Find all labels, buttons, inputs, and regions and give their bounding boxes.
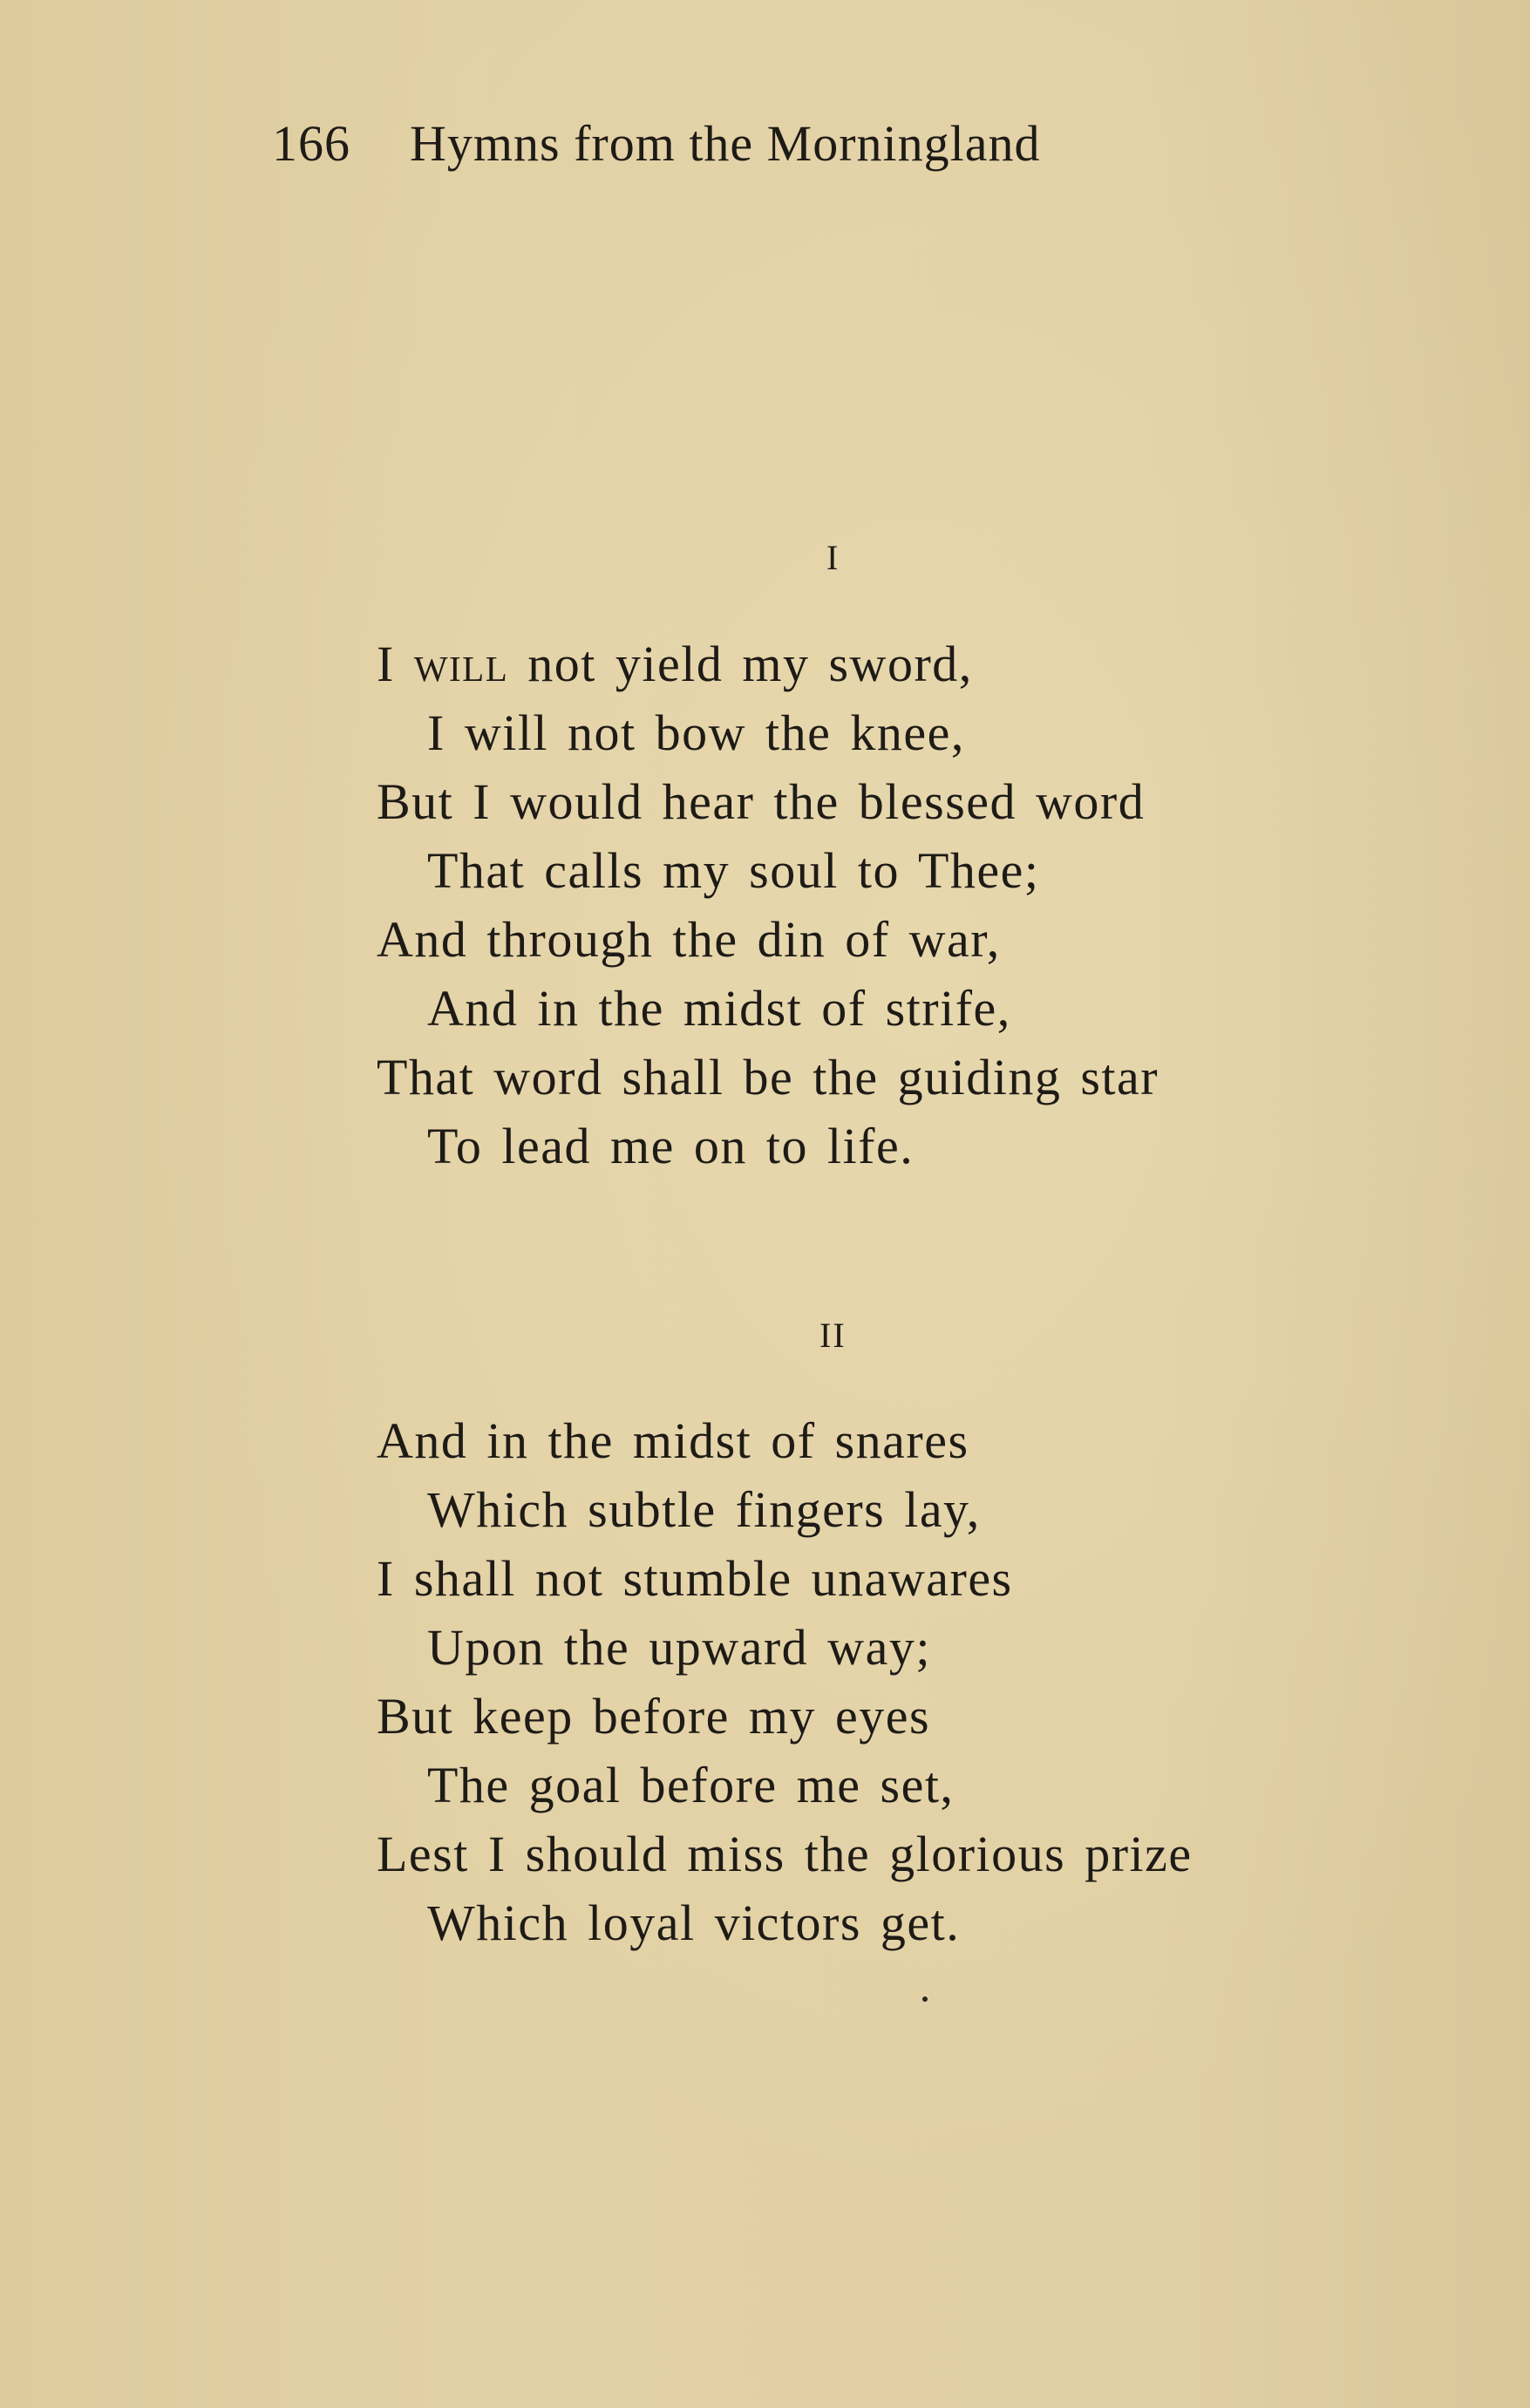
stanza-1 [377, 629, 1159, 1180]
section-numeral-2: II [819, 1316, 847, 1355]
stanza-1-line-8: To lead me on to life. [427, 1118, 915, 1174]
stanza-1-line-6: And in the midst of strife, [427, 980, 1011, 1037]
running-head [272, 115, 1041, 172]
stanza-2-line-5: But keep before my eyes [377, 1688, 931, 1745]
stanza-1-line-2: I will not bow the knee, [427, 704, 965, 761]
opening-small-caps: will [413, 636, 509, 692]
stanza-2-line-2: Which subtle fingers lay, [427, 1481, 981, 1538]
stanza-1-line-5: And through the din of war, [377, 911, 1001, 968]
stanza-1-line-7: That word shall be the guiding star [377, 1049, 1159, 1105]
opening-word: I [377, 636, 395, 692]
stanza-2-line-6: The goal before me set, [427, 1757, 955, 1813]
stanza-2-line-3: I shall not stumble unawares [377, 1550, 1013, 1607]
page-number: 166 [272, 115, 350, 172]
section-numeral-1: I [826, 538, 840, 577]
stanza-2-line-8: Which loyal victors get. [427, 1894, 961, 1951]
stanza-1-line-4: That calls my soul to Thee; [427, 842, 1040, 899]
stanza-2 [377, 1406, 1193, 1957]
stanza-2-line-1: And in the midst of snares [377, 1412, 969, 1469]
stanza-2-line-4: Upon the upward way; [427, 1619, 931, 1676]
opening-line-rest: not yield my sword, [527, 636, 973, 692]
stanza-2-line-7: Lest I should miss the glorious prize [377, 1826, 1193, 1882]
running-title: Hymns from the Morningland [410, 115, 1041, 172]
ink-speck [922, 1996, 928, 2002]
stanza-1-line-3: But I would hear the blessed word [377, 773, 1146, 830]
stanza-1-line-1 [377, 629, 1159, 698]
